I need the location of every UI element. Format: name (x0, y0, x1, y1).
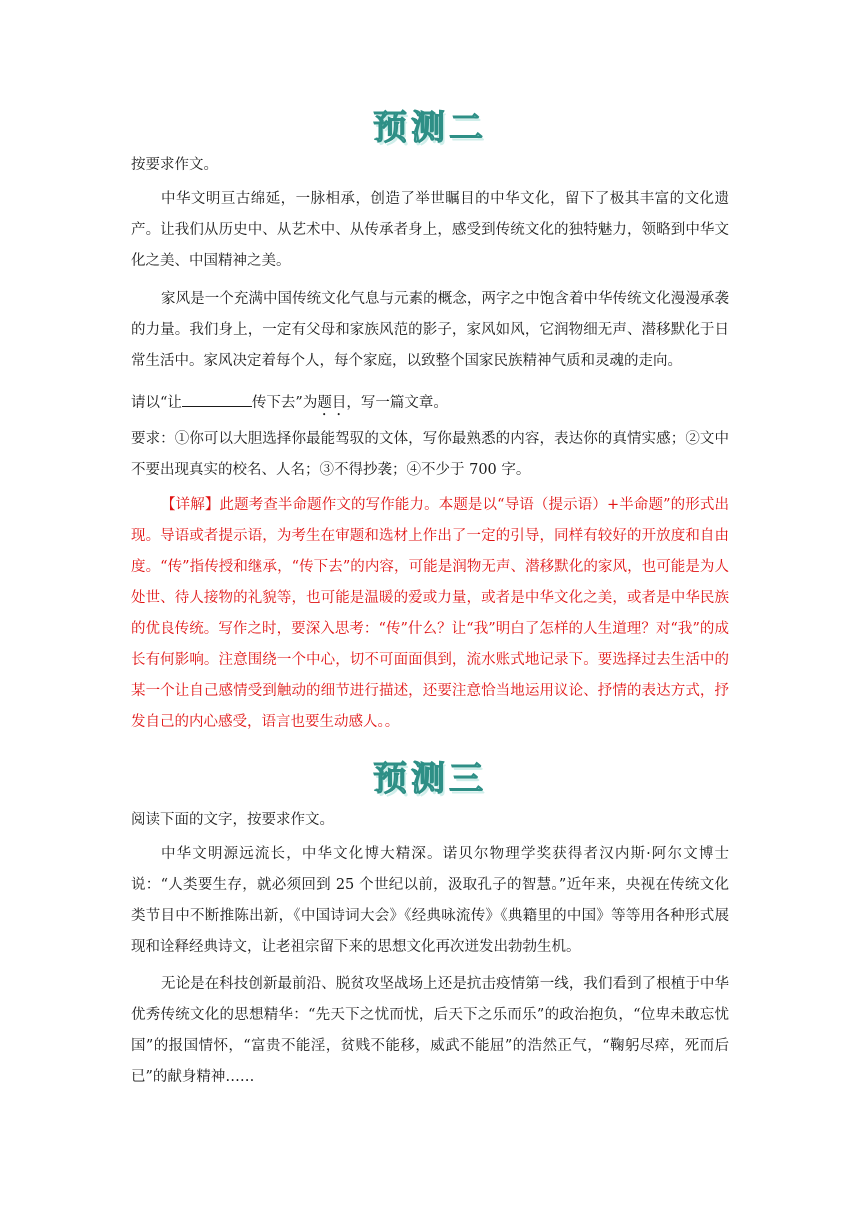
prompt-text-middle: 传下去”为 (251, 395, 318, 411)
section-heading-prediction-two: 预测二 (373, 108, 487, 148)
material-paragraph-4: 无论是在科技创新最前沿、脱贫攻坚战场上还是抗击疫情第一线，我们看到了根植于中华优秀传统文化的思想精华：“先天下之忧而忧，后天下之乐而乐”的政治抱负，“位卑未敢忘忧国”的报国情怀，“富贵不能淫，贫贱不能移，威武不能屈”的浩然正气，“鞠躬尽瘁，死而后已”的献身精神…… (131, 976, 729, 1085)
instruction-text: 按要求作文。 (131, 157, 218, 173)
prompt-text-end: ，写一篇文章。 (346, 395, 448, 411)
analysis-paragraph (131, 490, 729, 738)
essay-prompt (131, 388, 729, 419)
requirements-text: 要求：①你可以大胆选择你最能驾驭的文体，写你最熟悉的内容，表达你的真情实感；②文中不要出现真实的校名、人名；③不得抄袭；④不少于 700 字。 (131, 431, 729, 478)
prompt-emphasis: 题目 (317, 395, 347, 411)
material-paragraph-3: 中华文明源远流长，中华文化博大精深。诺贝尔物理学奖获得者汉内斯·阿尔文博士说：“人类要生存，就必须回到 25 个世纪以前，汲取孔子的智慧。”近年来，央视在传统文化类节目中不断推陈出新，《中国诗词大会》《经典咏流传》《典籍里的中国》等等用各种形式展现和诠释经典诗文，让老祖宗留下来的思想文化再次迸发出勃勃生机。 (131, 846, 729, 955)
instruction-text-2: 阅读下面的文字，按要求作文。 (131, 812, 334, 828)
analysis-text: 此题考查半命题作文的写作能力。本题是以“导语（提示语）+半命题”的形式出现。导语或者提示语，为考生在审题和选材上作出了一定的引导，同样有较好的开放度和自由度。“传”指传授和继承，“传下去”的内容，可能是润物无声、潜移默化的家风，也可能是为人处世、待人接物的礼貌等，也可能是温暖的爱或力量，或者是中华文化之美，或者是中华民族的优良传统。写作之时，要深入思考：“传”什么？让“我”明白了怎样的人生道理？对“我”的成长有何影响。注意围绕一个中心，切不可面面俱到，流水账式地记录下。要选择过去生活中的某一个让自己感情受到触动的细节进行描述，还要注意恰当地运用议论、抒情的表达方式，抒发自己的内心感受，语言也要生动感人。。 (131, 497, 729, 730)
title-blank (182, 392, 252, 407)
section-heading-prediction-three: 预测三 (373, 759, 487, 799)
analysis-tag: 【详解】 (161, 497, 220, 513)
material-paragraph-2: 家风是一个充满中国传统文化气息与元素的概念，两字之中饱含着中华传统文化漫漫承袭的力量。我们身上，一定有父母和家族风范的影子，家风如风，它润物细无声、潜移默化于日常生活中。家风决定着每个人，每个家庭，以致整个国家民族精神气质和灵魂的走向。 (131, 291, 729, 369)
material-paragraph-1: 中华文明亘古绵延，一脉相承，创造了举世瞩目的中华文化，留下了极其丰富的文化遗产。让我们从历史中、从艺术中、从传承者身上，感受到传统文化的独特魅力，领略到中华文化之美、中国精神之美。 (131, 191, 729, 269)
prompt-text-start: 请以“让 (131, 395, 182, 411)
